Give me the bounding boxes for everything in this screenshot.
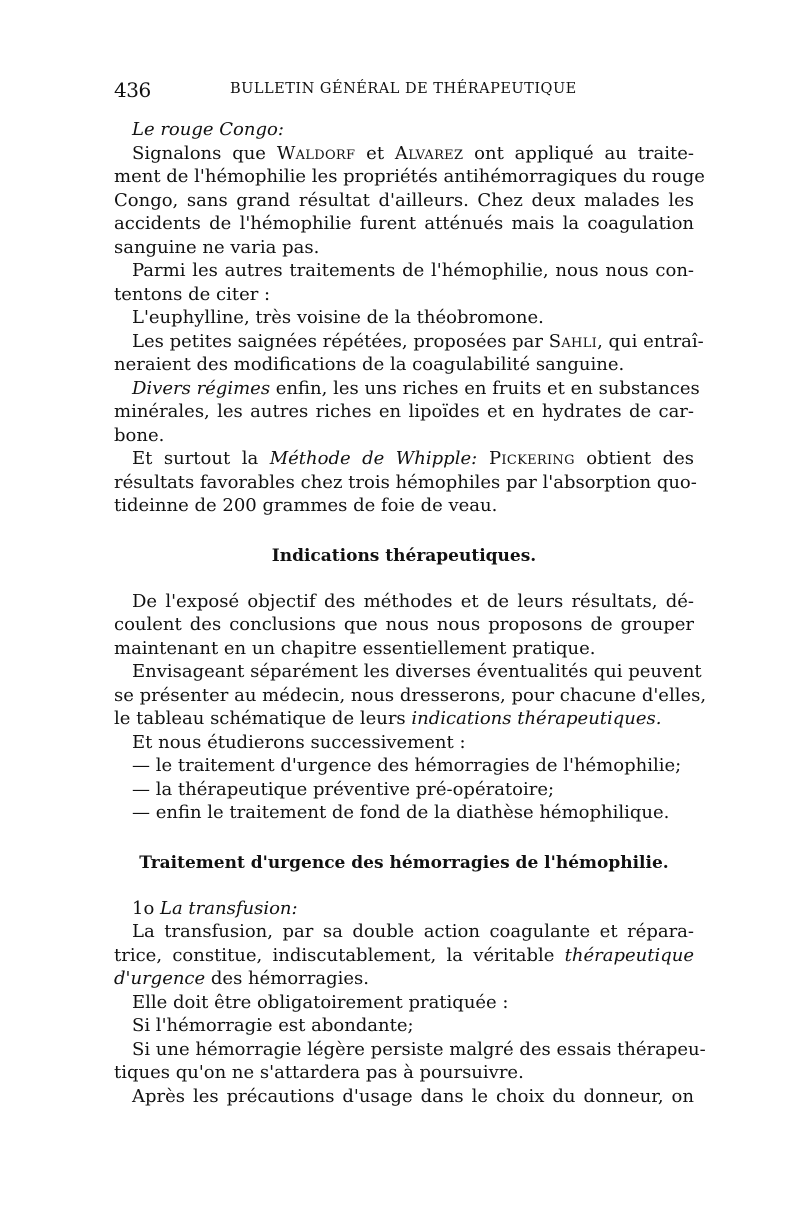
- subtitle-rouge-congo: Le rouge Congo:: [132, 119, 284, 140]
- list-item: — la thérapeutique préventive pré-opératoire;: [132, 778, 555, 800]
- section-heading-indications: Indications thérapeutiques.: [271, 545, 537, 566]
- paragraph-line: résultats favorables chez trois hémophiles par l'absorption quo-: [114, 471, 697, 493]
- author-name: Alvarez: [394, 142, 464, 164]
- paragraph-line: De l'exposé objectif des méthodes et de leurs résultats, dé-: [132, 590, 694, 612]
- paragraph-line: neraient des modifications de la coagulabilité sanguine.: [114, 354, 625, 375]
- paragraph-line: coulent des conclusions que nous nous proposons de grouper: [114, 614, 694, 635]
- paragraph-line: Elle doit être obligatoirement pratiquée :: [132, 991, 509, 1013]
- paragraph-line: sanguine ne varia pas.: [114, 236, 320, 258]
- paragraph-line: Les petites saignées répétées, proposées par Sahli, qui entraî-: [132, 330, 704, 352]
- paragraph-line: Si une hémorragie légère persiste malgré des essais thérapeu-: [132, 1038, 706, 1060]
- paragraph-line: se présenter au médecin, nous dresserons, pour chacune d'elles,: [114, 684, 707, 706]
- paragraph-line: trice, constitue, indiscutablement, la véritable thérapeutique: [114, 944, 694, 966]
- list-item: — le traitement d'urgence des hémorragies de l'hémophilie;: [132, 755, 682, 776]
- paragraph-line: accidents de l'hémophilie furent atténués mais la coagulation: [114, 213, 694, 234]
- page-body: [114, 118, 707, 1108]
- paragraph-line: Divers régimes enfin, les uns riches en fruits et en substances: [132, 377, 700, 399]
- paragraph-line: tiques qu'on ne s'attardera pas à poursuivre.: [114, 1062, 524, 1083]
- paragraph-line: Après les précautions d'usage dans le choix du donneur, on: [132, 1085, 694, 1107]
- paragraph-line: tideinne de 200 grammes de foie de veau.: [114, 495, 498, 516]
- subtitle-transfusion: 1o La transfusion:: [132, 897, 298, 919]
- paragraph-line: bone.: [114, 424, 165, 446]
- paragraph-line: Signalons que Waldorf et Alvarez ont appliqué au traite-: [132, 142, 694, 164]
- paragraph-line: L'euphylline, très voisine de la théobromone.: [132, 307, 544, 328]
- paragraph-line: Et surtout la Méthode de Whipple: Pickering obtient des: [132, 448, 694, 469]
- paragraph-line: Envisageant séparément les diverses éventualités qui peuvent: [132, 661, 702, 682]
- paragraph-line: minérales, les autres riches en lipoïdes et en hydrates de car-: [114, 401, 694, 422]
- running-title: BULLETIN GÉNÉRAL DE THÉRAPEUTIQUE: [230, 81, 577, 97]
- paragraph-line: ment de l'hémophilie les propriétés antihémorragiques du rouge: [114, 166, 705, 187]
- paragraph-line: Congo, sans grand résultat d'ailleurs. Chez deux malades les: [114, 189, 694, 211]
- paragraph-line: d'urgence des hémorragies.: [114, 968, 370, 989]
- paragraph-line: Si l'hémorragie est abondante;: [132, 1015, 414, 1036]
- paragraph-line: Et nous étudierons successivement :: [132, 731, 466, 753]
- paragraph-line: Parmi les autres traitements de l'hémophilie, nous nous con-: [132, 260, 694, 281]
- paragraph-line: tentons de citer :: [114, 283, 271, 305]
- paragraph-line: La transfusion, par sa double action coagulante et répara-: [132, 921, 694, 942]
- list-item: — enfin le traitement de fond de la diathèse hémophilique.: [132, 802, 670, 823]
- section-heading-traitement-urgence: Traitement d'urgence des hémorragies de l'hémophilie.: [139, 852, 669, 873]
- author-name: Sahli: [548, 330, 598, 352]
- paragraph-line: le tableau schématique de leurs indications thérapeutiques.: [114, 708, 662, 729]
- page-header: [114, 78, 690, 102]
- paragraph-line: maintenant en un chapitre essentiellement pratique.: [114, 637, 596, 659]
- author-name: Waldorf: [276, 142, 356, 164]
- author-name: Pickering: [477, 448, 575, 469]
- page-number: 436: [114, 78, 151, 102]
